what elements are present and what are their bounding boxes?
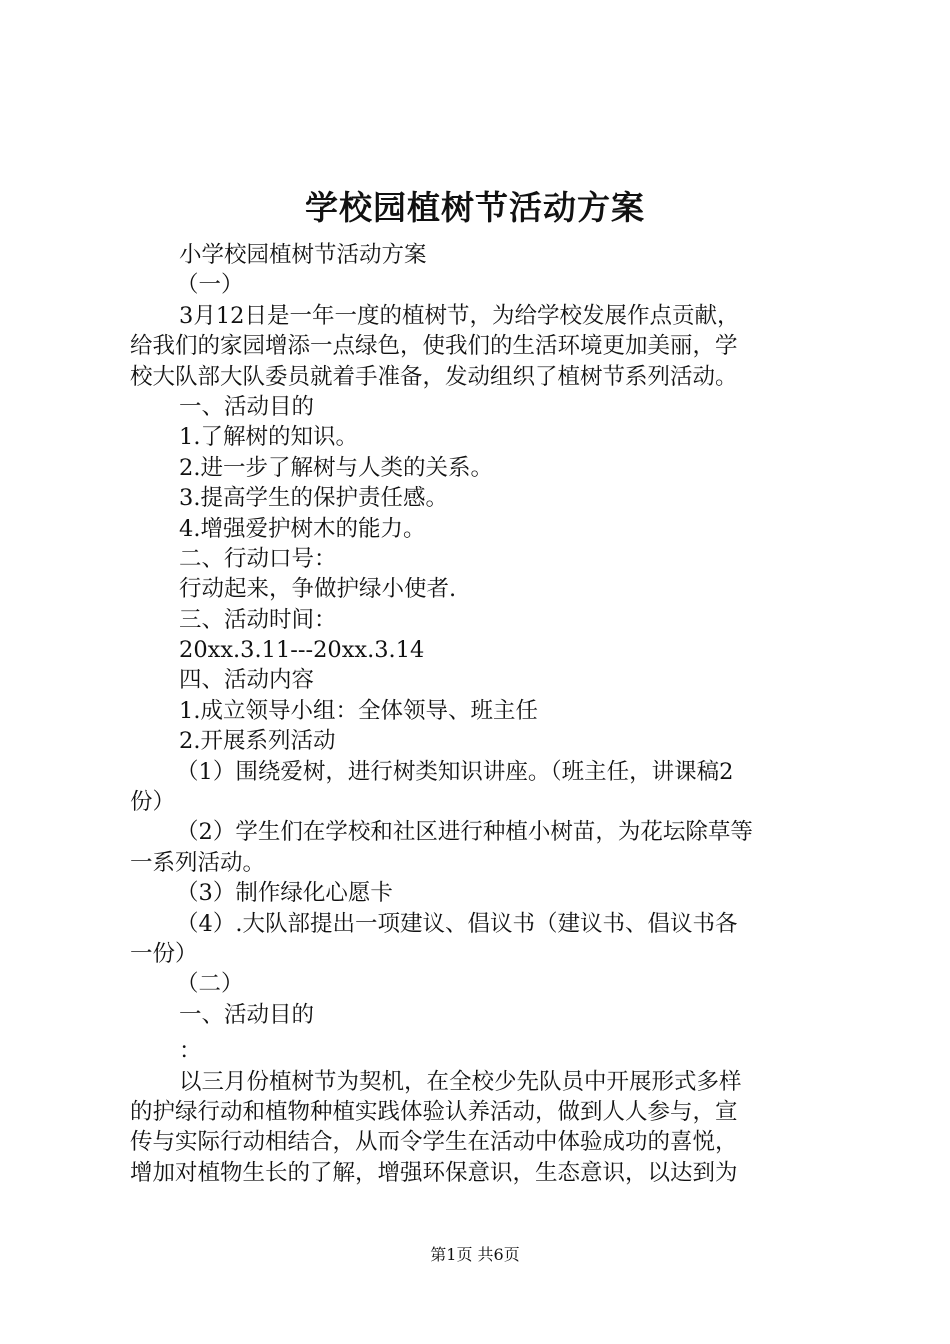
sub-item-continuation: 一份） <box>130 940 198 967</box>
document-body <box>130 240 830 1188</box>
document-title: 学校园植树节活动方案 <box>305 188 645 227</box>
list-item: 2.开展系列活动 <box>179 728 336 755</box>
sub-item: （1）围绕爱树，进行树类知识讲座。（班主任，讲课稿2 <box>176 758 734 785</box>
paragraph-line: 增加对植物生长的了解，增强环保意识，生态意识，以达到为 <box>130 1159 738 1186</box>
list-item: 2.进一步了解树与人类的关系。 <box>179 454 493 481</box>
page-footer: 第1页 共6页 <box>430 1245 520 1264</box>
heading-activity-goal: 一、活动目的 <box>179 393 315 420</box>
subtitle-line: 小学校园植树节活动方案 <box>179 242 427 268</box>
list-item: 3.提高学生的保护责任感。 <box>179 485 448 512</box>
paragraph-line: 3月12日是一年一度的植树节，为给学校发展作点贡献， <box>179 302 740 329</box>
sub-item-continuation: 一系列活动。 <box>130 849 266 876</box>
sub-item: （3）制作绿化心愿卡 <box>176 880 393 907</box>
heading-activity-content: 四、活动内容 <box>179 667 315 694</box>
paragraph-line: 传与实际行动相结合，从而令学生在活动中体验成功的喜悦， <box>130 1129 738 1156</box>
heading-slogan: 二、行动口号： <box>179 545 337 572</box>
heading-activity-goal-two: 一、活动目的 <box>179 1001 315 1028</box>
list-item: 1.了解树的知识。 <box>179 424 358 451</box>
list-item: 4.增强爱护树木的能力。 <box>179 515 426 542</box>
section-marker-two: （二） <box>176 971 244 998</box>
paragraph-line: 以三月份植树节为契机，在全校少先队员中开展形式多样 <box>179 1068 742 1095</box>
paragraph-line: 的护绿行动和植物种植实践体验认养活动，做到人人参与，宣 <box>130 1098 738 1125</box>
sub-item: （4）.大队部提出一项建议、倡议书（建议书、倡议书各 <box>176 910 738 937</box>
sub-item-continuation: 份） <box>130 789 176 816</box>
paragraph-line: 给我们的家园增添一点绿色，使我们的生活环境更加美丽，学 <box>130 333 738 360</box>
heading-activity-time: 三、活动时间： <box>179 606 337 633</box>
sub-item: （2）学生们在学校和社区进行种植小树苗，为花坛除草等 <box>176 819 753 846</box>
paragraph-line: 校大队部大队委员就着手准备，发动组织了植树节系列活动。 <box>130 363 738 390</box>
slogan-text: 行动起来，争做护绿小使者. <box>179 576 457 603</box>
list-item: 1.成立领导小组：全体领导、班主任 <box>179 697 538 724</box>
colon-line: ： <box>179 1038 202 1065</box>
activity-time-value: 20xx.3.11---20xx.3.14 <box>179 637 425 664</box>
section-marker-one: （一） <box>176 272 244 299</box>
